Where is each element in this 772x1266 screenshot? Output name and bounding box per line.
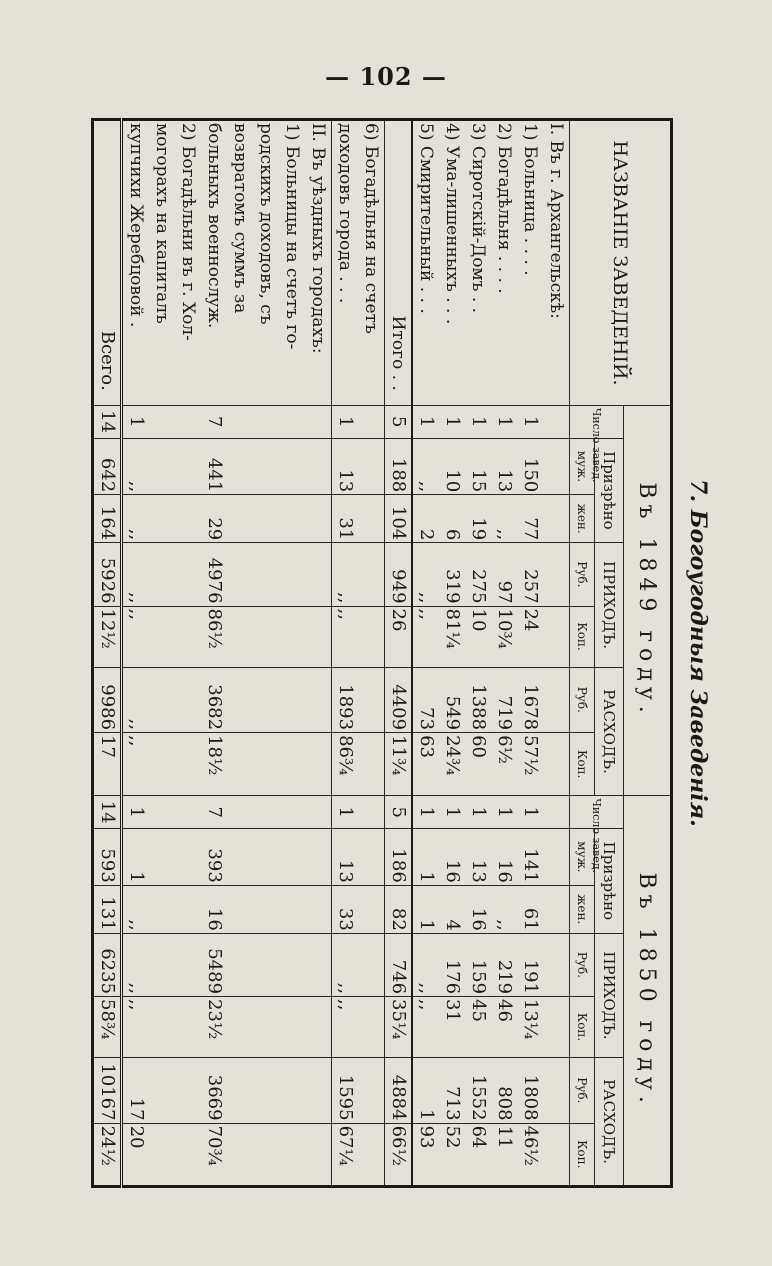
- expense-rub-1850: 1808 808 1552 713 1: [412, 1058, 570, 1123]
- table-row: [332, 120, 385, 1187]
- b3-1849-women: 29 ,,: [122, 495, 332, 543]
- header-count-1849: Число завед.: [570, 405, 624, 438]
- vsego-1850-men: 593: [93, 829, 122, 886]
- itogo-1849-men: 188: [385, 438, 413, 495]
- itogo-1850-income-kop: 35¼: [385, 997, 413, 1058]
- men-1850: 141 16 13 16 1: [412, 829, 570, 886]
- count-1850: 1 1 1 1 1: [412, 796, 570, 829]
- header-rub-1849: Руб.: [570, 543, 595, 606]
- itogo-1850-men: 186: [385, 829, 413, 886]
- table-row: [122, 120, 332, 1187]
- institution-names: II. Въ уѣздныхъ городахъ: 1) Больницы на счетъ го- родскихъ доходовъ, съ возвратомъ суммъ за больныхъ военнослуж. 2) Богадѣльни въ г. Хол- могорахъ на капиталъ купчихи Жеребцовой .: [122, 120, 332, 406]
- women-1849: 77 ,, 19 6 2: [412, 495, 570, 543]
- vsego-1849-expense-kop: 17: [93, 733, 122, 796]
- header-rub-1850: Руб.: [570, 933, 595, 996]
- itogo-1849-income-kop: 26: [385, 606, 413, 667]
- b3-1850-women: 16 ,,: [122, 885, 332, 933]
- income-rub-1850: 191 219 159 176 ,,: [412, 933, 570, 996]
- header-prihod-1849: ПРИХОДЪ.: [595, 543, 624, 667]
- itogo-1850-count: 5: [385, 796, 413, 829]
- b3-1850-men: 393 1: [122, 829, 332, 886]
- b3-1849-expense-kop: 18½ ,,: [122, 733, 332, 796]
- page-number: — 102 —: [325, 62, 447, 91]
- vsego-1849-income-rub: 5926: [93, 543, 122, 606]
- vsego-1850-expense-rub: 10167: [93, 1058, 122, 1123]
- b2-1849-expense-rub: 1893: [332, 667, 385, 732]
- vsego-label: Всего.: [93, 120, 122, 406]
- b2-1850-income-rub: ,,: [332, 933, 385, 996]
- b3-1849-income-rub: 4976 ,,: [122, 543, 332, 606]
- expense-kop-1849: 57½ 6½ 60 24¾ 63: [412, 733, 570, 796]
- header-rub-1849: Руб.: [570, 667, 595, 732]
- header-muzh-1850: муж.: [570, 829, 595, 886]
- expense-rub-1849: 1678 719 1388 549 73: [412, 667, 570, 732]
- header-muzh-1849: муж.: [570, 438, 595, 495]
- vsego-1849-income-kop: 12½: [93, 606, 122, 667]
- b3-1849-men: 441 ,,: [122, 438, 332, 495]
- itogo-1849-income-rub: 949: [385, 543, 413, 606]
- header-kop-1849: Коп.: [570, 606, 595, 667]
- b2-1849-women: 31: [332, 495, 385, 543]
- itogo-1849-women: 104: [385, 495, 413, 543]
- header-rashod-1850: РАСХОДЪ.: [595, 1058, 624, 1187]
- b3-1850-income-kop: 23½ ,,: [122, 997, 332, 1058]
- header-kop-1850: Коп.: [570, 1123, 595, 1186]
- table-row: [412, 120, 570, 1187]
- b2-1849-expense-kop: 86¾: [332, 733, 385, 796]
- b3-1850-expense-rub: 3669 17: [122, 1058, 332, 1123]
- vsego-1849-expense-rub: 9986: [93, 667, 122, 732]
- b2-1849-income-rub: ,,: [332, 543, 385, 606]
- count-1849: 1 1 1 1 1: [412, 405, 570, 438]
- income-kop-1849: 24 10¾ 10 81¼ ,,: [412, 606, 570, 667]
- vsego-1850-income-kop: 58¾: [93, 997, 122, 1058]
- itogo-label: Итого . .: [385, 120, 413, 406]
- b3-1849-income-kop: 86½ ,,: [122, 606, 332, 667]
- vsego-1849-women: 164: [93, 495, 122, 543]
- vsego-1850-income-rub: 6235: [93, 933, 122, 996]
- header-count-1850: Число завед.: [570, 796, 624, 829]
- b3-1850-expense-kop: 70¾ 20: [122, 1123, 332, 1186]
- charity-institutions-table: [91, 118, 673, 1188]
- section-title: 7. Богоугодныя Заведенія.: [685, 479, 711, 827]
- men-1849: 150 13 15 10 ,,: [412, 438, 570, 495]
- b3-1849-expense-rub: 3682 ,,: [122, 667, 332, 732]
- table-row-vsego: [93, 120, 122, 1187]
- institution-names: 6) Богадѣльня на счетъ доходовъ города . . .: [332, 120, 385, 406]
- b2-1850-count: 1: [332, 796, 385, 829]
- table-row-itogo: [385, 120, 413, 1187]
- itogo-1849-expense-rub: 4409: [385, 667, 413, 732]
- header-zhen-1850: жен.: [570, 885, 595, 933]
- b2-1850-men: 13: [332, 829, 385, 886]
- itogo-1850-expense-rub: 4884: [385, 1058, 413, 1123]
- b2-1849-income-kop: ,,: [332, 606, 385, 667]
- b2-1850-income-kop: ,,: [332, 997, 385, 1058]
- b2-1849-men: 13: [332, 438, 385, 495]
- header-zhen-1849: жен.: [570, 495, 595, 543]
- header-rub-1850: Руб.: [570, 1058, 595, 1123]
- header-kop-1850: Коп.: [570, 997, 595, 1058]
- vsego-1850-women: 131: [93, 885, 122, 933]
- vsego-1849-count: 14: [93, 405, 122, 438]
- header-name: НАЗВАНІЕ ЗАВЕДЕНІЙ.: [570, 120, 672, 406]
- header-prizreno-1850: Призрѣно: [595, 829, 624, 934]
- women-1850: 61 ,, 16 4 1: [412, 885, 570, 933]
- vsego-1850-count: 14: [93, 796, 122, 829]
- header-year-1849: Въ 1849 году.: [624, 405, 672, 796]
- b3-1850-income-rub: 5489 ,,: [122, 933, 332, 996]
- b2-1849-count: 1: [332, 405, 385, 438]
- income-rub-1849: 257 97 275 319 ,,: [412, 543, 570, 606]
- header-rashod-1849: РАСХОДЪ.: [595, 667, 624, 796]
- itogo-1850-income-rub: 746: [385, 933, 413, 996]
- income-kop-1850: 13¼ 46 45 31 ,,: [412, 997, 570, 1058]
- itogo-1850-expense-kop: 66½: [385, 1123, 413, 1186]
- b3-1849-count: 7 1: [122, 405, 332, 438]
- b3-1850-count: 7 1: [122, 796, 332, 829]
- b2-1850-expense-rub: 1595: [332, 1058, 385, 1123]
- header-prizreno-1849: Призрѣно: [595, 438, 624, 543]
- vsego-1850-expense-kop: 24½: [93, 1123, 122, 1186]
- itogo-1850-women: 82: [385, 885, 413, 933]
- b2-1850-expense-kop: 67¼: [332, 1123, 385, 1186]
- institution-names: I. Въ г. Архангельскѣ: 1) Больница . . . . 2) Богадѣльня . . . . 3) Сиротскій-Домъ . . 4) Ума-лишенныхъ . . . 5) Смирительный . . .: [412, 120, 570, 406]
- header-kop-1849: Коп.: [570, 733, 595, 796]
- header-prihod-1850: ПРИХОДЪ.: [595, 933, 624, 1057]
- itogo-1849-count: 5: [385, 405, 413, 438]
- rotated-table-region: [97, 118, 718, 1188]
- vsego-1849-men: 642: [93, 438, 122, 495]
- header-year-1850: Въ 1850 году.: [624, 796, 672, 1187]
- expense-kop-1850: 46½ 11 64 52 93: [412, 1123, 570, 1186]
- b2-1850-women: 33: [332, 885, 385, 933]
- itogo-1849-expense-kop: 11¾: [385, 733, 413, 796]
